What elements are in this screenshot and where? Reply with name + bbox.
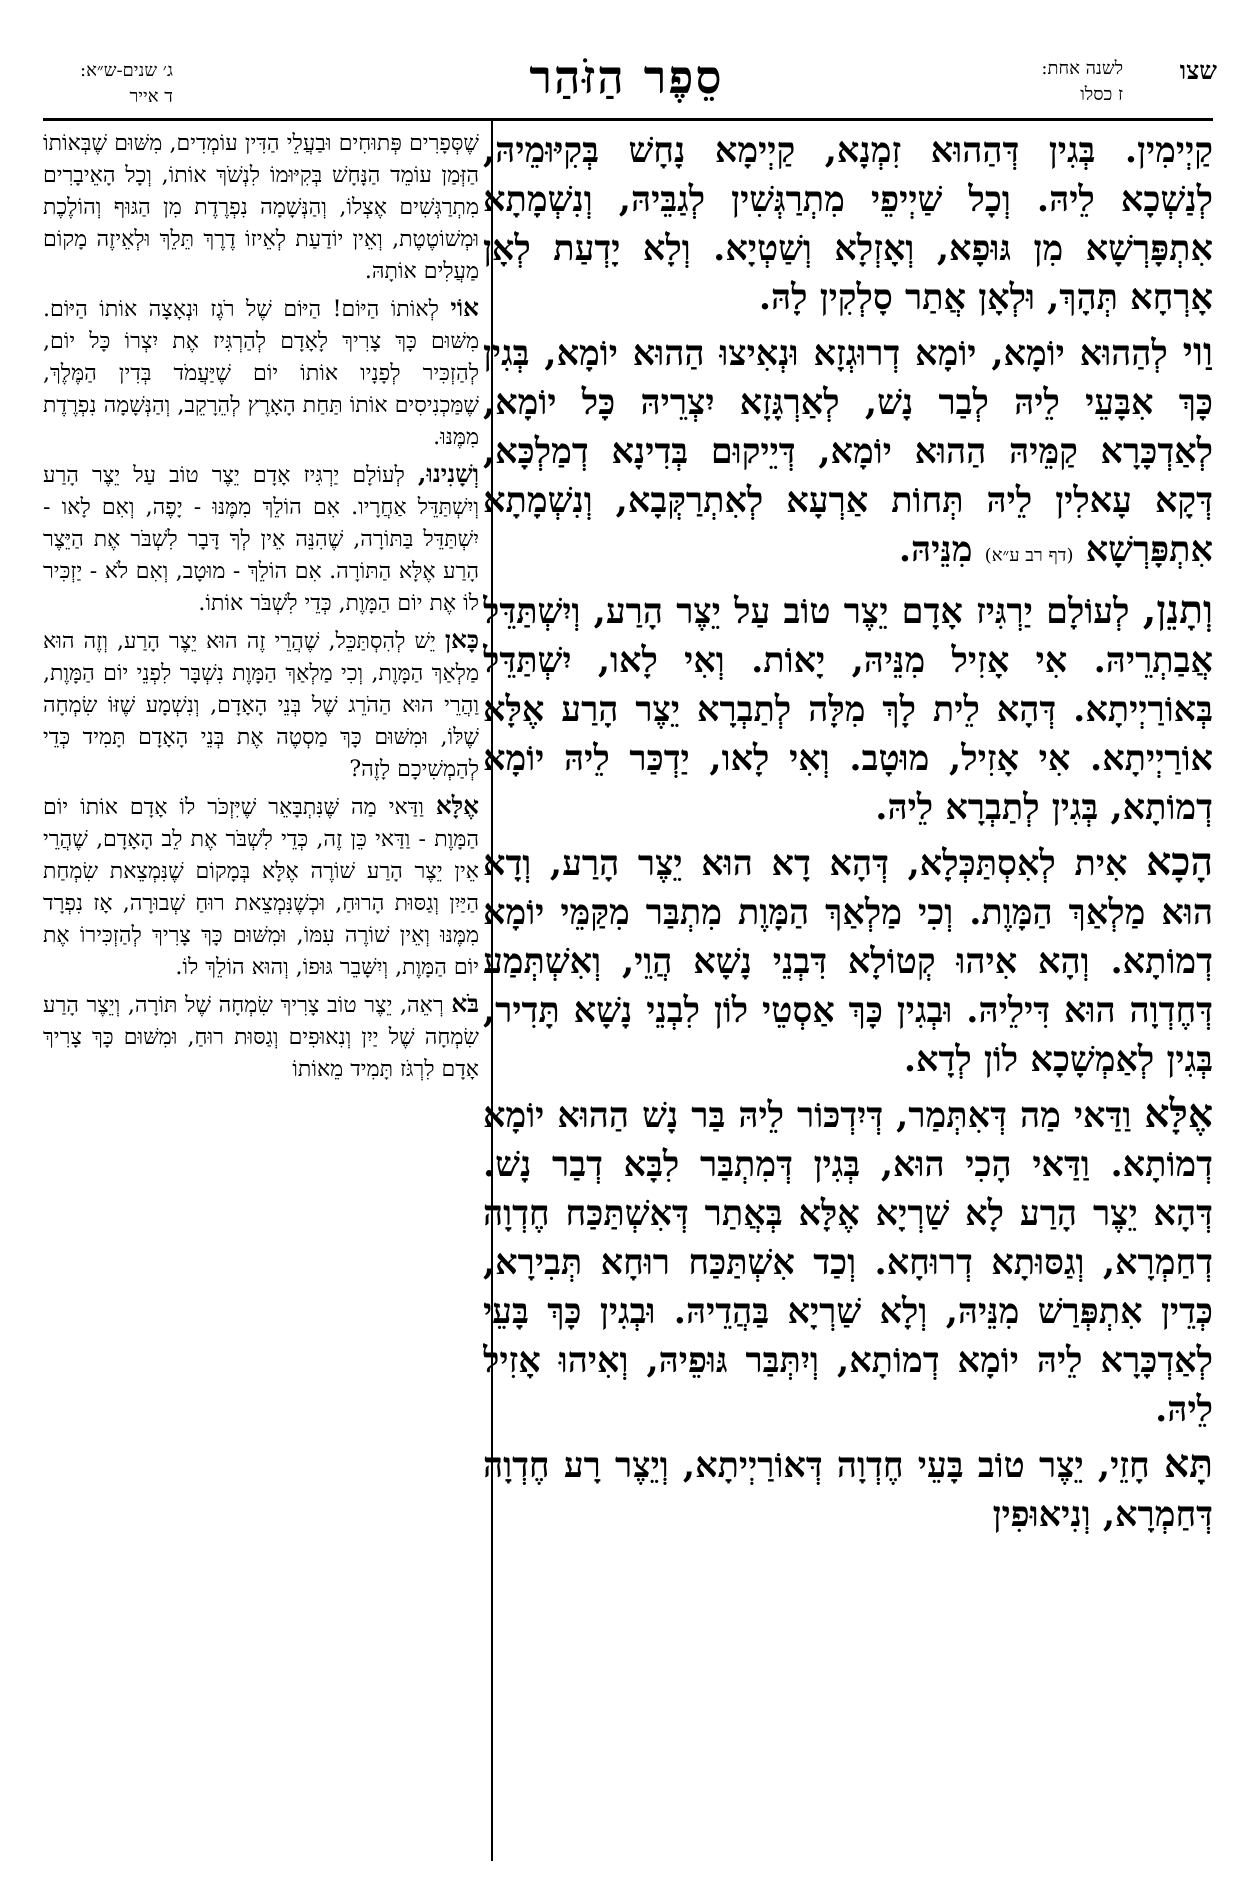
header-rule — [43, 118, 1213, 121]
paragraph-lead-word: וַוי — [1182, 329, 1213, 375]
paragraph-text: לְעוֹלָם יַרְגִּיז אָדָם יֵצֶר טוֹב עַל יֵצֶר הָרַע, וְיִשְׁתַּדֵּל אֲבַתְרֵיהּ. אִי אָזִיל מִנֵּיהּ, יָאוֹת. וְאִי לָאו, יִשְׁתַּדֵּל בְּאוֹרַיְיתָא. דְּהָא לֵית לָךְ מִלָּה לְתַבְרָא יֵצֶר הָרַע אֶלָּא אוֹרַיְיתָא. אִי אָזִיל, מוּטָב. וְאִי לָאו, יַדְכַּר לֵיהּ יוֹמָא דְמוֹתָא, בְּגִין לְתַבְרָא לֵיהּ. — [483, 591, 1213, 828]
paragraph-lead-word: אֶלָּא — [435, 791, 479, 820]
schedule-label: ג׳ שנים-ש״א: — [80, 60, 173, 81]
paragraph-text: קַיְימִין. בְּגִין דְּהַהוּא זִמְנָא, קַיְימָא נָחָשׁ בְּקִיּוּמֵיהּ, לְנַשְׁכָא לֵיהּ. וְכָל שַׁיְיפֵי מִתְרַגְּשִׁין לְגַבֵּיהּ, וְנִשְׁמָתָא אִתְפָּרְשָׁא מִן גּוּפָא, וְאָזְלָא וְשַׁטְיָא. וְלָא יָדְעַת לְאָן אָרְחָא תְּהָךְ, וּלְאָן אֲתַר סָלְקִין לָהּ. — [483, 130, 1213, 318]
page-number: שצו — [1179, 56, 1217, 85]
translation-paragraph — [43, 292, 479, 454]
translation-paragraph — [43, 458, 479, 620]
paragraph-text: לְעוֹלָם יַרְגִּיז אָדָם יֵצֶר טוֹב עַל יֵצֶר הָרַע וְיִשְׁתַּדֵּל אַחֲרָיו. אִם הוֹלֵךְ מִמֶּנּוּ - יָפֶה, וְאִם לָאו - יִשְׁתַּדֵּל בַּתּוֹרָה, שֶׁהִנֵּה אֵין לְךָ דָּבָר לִשְׁבֹּר אֶת הַיֵּצֶר הָרַע אֶלָּא הַתּוֹרָה. אִם הוֹלֵךְ - מוּטָב, וְאִם לֹא - יַזְכִּיר לוֹ אֶת יוֹם הַמָּוֶת, כְּדֵי לִשְׁבֹּר אוֹתוֹ. — [43, 463, 479, 616]
paragraph-text: חָזֵי, יֵצֶר טוֹב בָּעֵי חֶדְוָה דְּאוֹרַיְיתָא, וְיֵצֶר רָע חֶדְוָה דְּחַמְרָא, וְנִיאוּפִין — [483, 1445, 1213, 1535]
paragraph-text: אִית לְאִסְתַּכְּלָא, דְּהָא דָא הוּא יֵצֶר הָרַע, וְדָא הוּא מַלְאַךְ הַמָּוֶת. וְכִי מַלְאַךְ הַמָּוֶת מִתְבַּר מִקַּמֵּי יוֹמָא דְמוֹתָא. וְהָא אִיהוּ קְטוֹלָא דִּבְנֵי נָשָׁא הֲוֵי, וְאִשְׁתְּמַע דְּחֶדְוָה הוּא דִּילֵיהּ. וּבְגִין כָּךְ אַסְטֵי לוֹן לִבְנֵי נָשָׁא תָּדִיר, בְּגִין לְאַמְשָׁכָא לוֹן לְדָא. — [483, 843, 1213, 1080]
paragraph-tail: מִנֵּיהּ. — [898, 529, 973, 570]
paragraph-text: לְהַהוּא יוֹמָא, יוֹמָא דְרוּגְזָא וּנְאִיצוּ הַהוּא יוֹמָא, בְּגִין כָּךְ אִבָּעֵי לֵיהּ לְבַר נָשׁ, לְאַרְגָּזָא יִצְרֵיהּ כָּל יוֹמָא, לְאַדְכָּרָא קַמֵּיהּ הַהוּא יוֹמָא, דְּיֵיקוּם בְּדִינָא דְמַלְכָּא, דְּקָא עָאלִין לֵיהּ תְּחוֹת אַרְעָא לְאִתְרַקְּבָא, וְנִשְׁמָתָא אִתְפָּרְשָׁא — [483, 333, 1213, 570]
text-paragraph — [483, 126, 1213, 322]
study-schedule-three-year — [80, 58, 173, 110]
paragraph-lead-word: הָכָא — [1146, 839, 1213, 885]
paragraph-lead-word: אוֹי — [450, 293, 479, 322]
text-paragraph — [483, 838, 1213, 1084]
text-paragraph — [483, 1090, 1213, 1434]
schedule-date: ז כסלו — [1080, 84, 1123, 105]
folio-reference: (דף רב ע״א) — [984, 545, 1074, 566]
paragraph-lead-word: וְשָׁנִינוּ, — [417, 459, 479, 488]
paragraph-lead-word: בֹּא — [451, 989, 479, 1018]
translation-paragraph — [43, 128, 479, 288]
page-header — [0, 0, 1253, 112]
paragraph-text: יֵשׁ לְהִסְתַּכֵּל, שֶׁהֲרֵי זֶה הוּא יֵצֶר הָרַע, וְזֶה הוּא מַלְאַךְ הַמָּוֶת, וְכִי מַלְאַךְ הַמָּוֶת נִשְׁבָּר לִפְנֵי יוֹם הַמָּוֶת, וַהֲרֵי הוּא הַהֹרֵג שֶׁל בְּנֵי הָאָדָם, וְנִשְׁמָע שֶׁזּוֹ שִׂמְחָה שֶׁלּוֹ, וּמִשּׁוּם כָּךְ מַסְטֶה אֶת בְּנֵי הָאָדָם תָּמִיד כְּדֵי לְהַמְשִׁיכָם לָזֶה? — [43, 629, 479, 782]
paragraph-lead-word: כָּאן — [444, 625, 479, 654]
paragraph-text: וַדַּאי מַה שֶּׁנִּתְבָּאֵר שֶׁיִּזְכֹּר לוֹ אָדָם אוֹתוֹ יוֹם הַמָּוֶת - וַדַּאי כֵּן זֶה, כְּדֵי לִשְׁבֹּר אֶת לֵב הָאָדָם, שֶׁהֲרֵי אֵין יֵצֶר הָרַע שׁוֹרֶה אֶלָּא בְּמָקוֹם שֶׁנִּמְצֵאת שִׂמְחַת הַיַּיִן וְגַסּוּת הָרוּחַ, וּכְשֶׁנִּמְצֵאת רוּחַ שְׁבוּרָה, אָז נִפְרָד מִמֶּנּוּ וְאֵין שׁוֹרֶה עִמּוֹ, וּמִשּׁוּם כָּךְ צָרִיךְ לְהַזְכִּירוֹ אֶת יוֹם הַמָּוֶת, וְיִשָּׁבֵר גּוּפוֹ, וְהוּא הוֹלֵךְ לוֹ. — [43, 795, 479, 980]
paragraph-text: לְאוֹתוֹ הַיּוֹם! הַיּוֹם שֶׁל רֹגֶז וּנְאָצָה אוֹתוֹ הַיּוֹם. מִשּׁוּם כָּךְ צָרִיךְ לָאָדָם לְהַרְגִּיז אֶת יִצְרוֹ כָּל יוֹם, לְהַזְכִּיר לְפָנָיו אוֹתוֹ יוֹם שֶׁיַּעֲמֹד בְּדִין הַמֶּלֶךְ, שֶׁמַּכְנִיסִים אוֹתוֹ תַּחַת הָאָרֶץ לְהֵרָקֵב, וְהַנְּשָׁמָה נִפְרֶדֶת מִמֶּנּוּ. — [43, 297, 479, 450]
book-title: סֵפֶר הַזֹּהַר — [529, 50, 724, 104]
paragraph-lead-word: אֶלָּא — [1144, 1091, 1213, 1137]
text-paragraph — [483, 586, 1213, 832]
translation-paragraph — [43, 988, 479, 1086]
paragraph-text: שֶׁסְּפָרִים פְּתוּחִים וּבַעֲלֵי הַדִּין עוֹמְדִים, מִשּׁוּם שֶׁבְּאוֹתוֹ הַזְּמַן עוֹמֵד הַנָּחָשׁ בְּקִיּוּמוֹ לִנְשֹׁךְ אוֹתוֹ, וְכָל הָאֵיבָרִים מִתְרַגְּשִׁים אֶצְלוֹ, וְהַנְּשָׁמָה נִפְרֶדֶת מִן הַגּוּף וְהוֹלֶכֶת וּמְשׁוֹטֶטֶת, וְאֵין יוֹדַעַת לְאֵיזוֹ דֶרֶךְ תֵּלֵךְ וּלְאֵיזֶה מָקוֹם מַעֲלִים אוֹתָהּ. — [43, 131, 479, 284]
translation-paragraph — [43, 790, 479, 984]
schedule-label: לשנה אחת: — [1041, 58, 1123, 79]
paragraph-text: רְאֵה, יֵצֶר טוֹב צָרִיךְ שִׂמְחָה שֶׁל תּוֹרָה, וְיֵצֶר הָרַע שִׂמְחָה שֶׁל יַיִן וְנִאוּפִים וְגַסּוּת רוּחַ, וּמִשּׁוּם כָּךְ צָרִיךְ אָדָם לִרְגֹּז תָּמִיד מֵאוֹתוֹ — [43, 993, 479, 1082]
text-paragraph — [483, 1440, 1213, 1539]
text-paragraph — [483, 328, 1213, 580]
hebrew-translation-column — [43, 128, 479, 1873]
paragraph-text: וַדַּאי מַה דְּאִתְּמַר, דְּיִדְכּוֹר לֵיהּ בַּר נָשׁ הַהוּא יוֹמָא דְמוֹתָא. וַדַּאי הָכִי הוּא, בְּגִין דְּמִתְבַּר לִבָּא דְבַר נָשׁ. דְּהָא יֵצֶר הָרַע לָא שַׁרְיָא אֶלָּא בְּאֲתַר דְּאִשְׁתַּכַּח חֶדְוָה דְחַמְרָא, וְגַסּוּתָא דְרוּחָא. וְכַד אִשְׁתַּכַּח רוּחָא תְּבִירָא, כְּדֵין אִתְפְּרַשׁ מִנֵּיהּ, וְלָא שַׁרְיָא בַּהֲדֵיהּ. וּבְגִין כָּךְ בָּעֵי לְאַדְכָּרָא לֵיהּ יוֹמָא דְמוֹתָא, וְיִתְּבַּר גּוּפֵיהּ, וְאִיהוּ אָזִיל לֵיהּ. — [483, 1095, 1213, 1430]
translation-paragraph — [43, 624, 479, 786]
aramaic-text-column — [483, 126, 1213, 1871]
paragraph-lead-word: וְתָנֵן, — [1142, 587, 1213, 633]
schedule-date: ד אייר — [129, 86, 173, 107]
paragraph-lead-word: תָּא — [1163, 1441, 1213, 1487]
